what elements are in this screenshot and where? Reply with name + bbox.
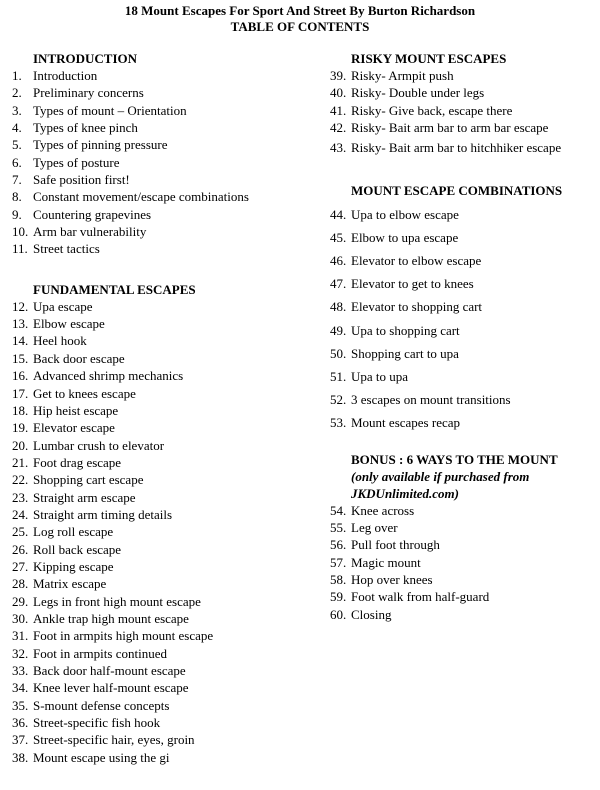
toc-item bbox=[330, 388, 595, 411]
toc-item bbox=[330, 411, 595, 434]
toc-item-number: 56. bbox=[330, 537, 347, 553]
toc-item bbox=[330, 519, 595, 536]
section-heading-risky: RISKY MOUNT ESCAPES bbox=[351, 51, 507, 66]
toc-item-number: 9. bbox=[12, 206, 22, 222]
toc-item-label: Straight arm timing details bbox=[33, 506, 173, 522]
toc-item-label: Foot drag escape bbox=[33, 454, 122, 470]
toc-item-label: Elbow to upa escape bbox=[351, 229, 459, 245]
toc-item bbox=[12, 575, 312, 592]
toc-item-number: 49. bbox=[330, 322, 347, 338]
toc-item bbox=[12, 506, 312, 523]
toc-item-number: 40. bbox=[330, 85, 347, 101]
toc-item bbox=[12, 731, 312, 748]
toc-item-number: 57. bbox=[330, 554, 347, 570]
toc-item-label: Upa to shopping cart bbox=[351, 322, 460, 338]
toc-item-label: Get to knees escape bbox=[33, 385, 136, 401]
toc-item bbox=[12, 645, 312, 662]
toc-item-label: Foot walk from half-guard bbox=[351, 589, 490, 605]
section-heading-bonus: BONUS : 6 WAYS TO THE MOUNT bbox=[351, 451, 558, 467]
document-title: 18 Mount Escapes For Sport And Street By Burton Richardson bbox=[124, 3, 476, 18]
bonus-list bbox=[330, 502, 595, 623]
toc-item-label: Mount escapes recap bbox=[351, 415, 461, 431]
toc-item-number: 5. bbox=[12, 137, 22, 153]
toc-item-label: S-mount defense concepts bbox=[33, 697, 170, 713]
toc-item-number: 38. bbox=[12, 749, 29, 765]
toc-item-number: 26. bbox=[12, 541, 29, 557]
toc-item-number: 27. bbox=[12, 558, 29, 574]
toc-item bbox=[330, 249, 595, 272]
toc-item-label: Risky- Bait arm bar to arm bar escape bbox=[351, 120, 549, 136]
toc-item bbox=[330, 272, 595, 295]
toc-item-number: 7. bbox=[12, 172, 22, 188]
toc-item-number: 22. bbox=[12, 472, 29, 488]
toc-item-label: Lumbar crush to elevator bbox=[33, 437, 165, 453]
introduction-list bbox=[12, 67, 312, 258]
toc-item bbox=[12, 679, 312, 696]
toc-item-number: 41. bbox=[330, 102, 347, 118]
toc-item bbox=[12, 558, 312, 575]
toc-item-number: 20. bbox=[12, 437, 29, 453]
toc-item-label: Types of knee pinch bbox=[33, 120, 138, 136]
toc-item-number: 60. bbox=[330, 606, 347, 622]
document-header bbox=[0, 3, 600, 35]
toc-item-label: Risky- Armpit push bbox=[351, 68, 454, 83]
toc-item-label: Elevator escape bbox=[33, 420, 115, 436]
toc-item-number: 34. bbox=[12, 680, 29, 696]
toc-item bbox=[12, 697, 312, 714]
toc-item-label: Foot in armpits high mount escape bbox=[33, 628, 214, 644]
toc-item-label: Leg over bbox=[351, 519, 398, 535]
toc-item-label: Mount escape using the gi bbox=[33, 749, 170, 765]
toc-item-label: Types of posture bbox=[33, 154, 120, 170]
toc-item-label: Roll back escape bbox=[33, 541, 122, 557]
bonus-note-line1: (only available if purchased from bbox=[351, 468, 530, 484]
toc-item bbox=[330, 84, 595, 101]
toc-item bbox=[12, 471, 312, 488]
toc-item bbox=[12, 593, 312, 610]
toc-item-label: Types of pinning pressure bbox=[33, 137, 168, 153]
toc-item bbox=[12, 419, 312, 436]
toc-item-number: 59. bbox=[330, 589, 347, 605]
toc-item-number: 58. bbox=[330, 571, 347, 587]
toc-item bbox=[12, 298, 312, 315]
toc-item bbox=[330, 571, 595, 588]
toc-item-number: 31. bbox=[12, 628, 29, 644]
toc-item bbox=[12, 523, 312, 540]
toc-item-number: 24. bbox=[12, 506, 29, 522]
toc-item bbox=[12, 367, 312, 384]
toc-item-number: 1. bbox=[12, 68, 22, 83]
toc-item bbox=[12, 610, 312, 627]
toc-item bbox=[12, 489, 312, 506]
toc-item-number: 45. bbox=[330, 229, 347, 245]
toc-item-label: Street-specific fish hook bbox=[33, 715, 161, 731]
toc-item-number: 30. bbox=[12, 610, 29, 626]
toc-item-label: Pull foot through bbox=[351, 537, 440, 553]
toc-item-number: 23. bbox=[12, 489, 29, 505]
toc-item-label: Back door escape bbox=[33, 350, 125, 366]
toc-item-number: 54. bbox=[330, 502, 347, 518]
right-column bbox=[330, 50, 595, 623]
toc-item-number: 17. bbox=[12, 385, 29, 401]
left-column bbox=[12, 50, 312, 766]
toc-item-number: 46. bbox=[330, 252, 347, 268]
toc-item-number: 39. bbox=[330, 68, 347, 83]
toc-item bbox=[330, 295, 595, 318]
toc-item-number: 42. bbox=[330, 120, 347, 136]
toc-item bbox=[12, 437, 312, 454]
toc-item bbox=[12, 188, 312, 205]
toc-item-label: Back door half-mount escape bbox=[33, 663, 186, 678]
toc-item-label: Safe position first! bbox=[33, 172, 130, 188]
toc-item-number: 6. bbox=[12, 154, 22, 170]
toc-item bbox=[12, 714, 312, 731]
toc-item-label: Upa to elbow escape bbox=[351, 206, 459, 222]
section-heading-introduction: INTRODUCTION bbox=[33, 51, 138, 66]
toc-item-label: Risky- Double under legs bbox=[351, 85, 485, 101]
toc-item-label: Upa escape bbox=[33, 298, 93, 314]
toc-title: TABLE OF CONTENTS bbox=[230, 19, 370, 34]
toc-item-label: Elevator to elbow escape bbox=[351, 252, 482, 268]
toc-item-number: 36. bbox=[12, 715, 29, 731]
toc-item bbox=[330, 606, 595, 623]
toc-item bbox=[330, 67, 595, 84]
toc-item-label: Preliminary concerns bbox=[33, 85, 144, 101]
toc-item-number: 25. bbox=[12, 524, 29, 540]
toc-item-number: 55. bbox=[330, 519, 347, 535]
toc-item-label: Knee across bbox=[351, 502, 415, 518]
toc-item bbox=[330, 342, 595, 365]
toc-item-label: Magic mount bbox=[351, 554, 421, 570]
toc-item-label: Foot in armpits continued bbox=[33, 645, 167, 661]
toc-item bbox=[12, 119, 312, 136]
toc-item-number: 2. bbox=[12, 85, 22, 101]
toc-item bbox=[12, 332, 312, 349]
toc-item bbox=[12, 206, 312, 223]
toc-item-number: 3. bbox=[12, 102, 22, 118]
toc-item-number: 32. bbox=[12, 645, 29, 661]
toc-item-label: Kipping escape bbox=[33, 558, 114, 574]
toc-item-label: Knee lever half-mount escape bbox=[33, 680, 189, 696]
toc-item bbox=[12, 102, 312, 119]
toc-item-label: Straight arm escape bbox=[33, 489, 136, 505]
toc-item-label: Heel hook bbox=[33, 333, 87, 349]
toc-item bbox=[12, 402, 312, 419]
toc-item-number: 28. bbox=[12, 576, 29, 592]
toc-item-number: 35. bbox=[12, 697, 29, 713]
toc-item bbox=[330, 502, 595, 519]
bonus-note-line2: JKDUnlimited.com) bbox=[351, 485, 459, 501]
toc-item bbox=[12, 749, 312, 766]
toc-item bbox=[12, 454, 312, 471]
toc-item bbox=[12, 84, 312, 101]
toc-item bbox=[12, 240, 312, 257]
toc-item-label: Hop over knees bbox=[351, 571, 433, 587]
toc-item-number: 14. bbox=[12, 333, 29, 349]
toc-item-number: 16. bbox=[12, 368, 29, 384]
toc-item-number: 8. bbox=[12, 189, 22, 205]
toc-item-label: Advanced shrimp mechanics bbox=[33, 368, 184, 384]
toc-item-label: Countering grapevines bbox=[33, 206, 152, 222]
risky-list bbox=[330, 67, 595, 160]
toc-item-number: 52. bbox=[330, 392, 347, 408]
toc-item bbox=[330, 136, 595, 159]
toc-item-number: 50. bbox=[330, 345, 347, 361]
toc-item bbox=[330, 203, 595, 226]
toc-item-label: Elevator to shopping cart bbox=[351, 299, 483, 315]
toc-item bbox=[12, 541, 312, 558]
toc-item-number: 29. bbox=[12, 593, 29, 609]
toc-item-label: Risky- Give back, escape there bbox=[351, 102, 513, 118]
toc-item bbox=[12, 223, 312, 240]
toc-item bbox=[12, 136, 312, 153]
toc-item-label: Log roll escape bbox=[33, 524, 114, 540]
combinations-list bbox=[330, 203, 595, 435]
toc-item bbox=[12, 171, 312, 188]
toc-item-number: 43. bbox=[330, 140, 347, 156]
toc-item bbox=[12, 350, 312, 367]
toc-item bbox=[330, 319, 595, 342]
toc-item-label: Closing bbox=[351, 606, 392, 622]
toc-item-number: 12. bbox=[12, 298, 29, 314]
toc-item-number: 19. bbox=[12, 420, 29, 436]
toc-item-label: Upa to upa bbox=[351, 369, 409, 384]
fundamental-list bbox=[12, 298, 312, 766]
section-heading-combinations: MOUNT ESCAPE COMBINATIONS bbox=[351, 182, 563, 198]
toc-item-number: 13. bbox=[12, 316, 29, 332]
toc-item-number: 53. bbox=[330, 415, 347, 431]
toc-item-label: Street tactics bbox=[33, 241, 100, 257]
toc-item-number: 4. bbox=[12, 120, 22, 136]
toc-item bbox=[330, 226, 595, 249]
toc-item-label: Elevator to get to knees bbox=[351, 276, 474, 292]
toc-item-number: 10. bbox=[12, 224, 29, 240]
toc-item-label: Matrix escape bbox=[33, 576, 107, 592]
toc-item-label: 3 escapes on mount transitions bbox=[351, 392, 511, 408]
toc-item bbox=[330, 536, 595, 553]
toc-item-label: Legs in front high mount escape bbox=[33, 593, 201, 609]
toc-item-label: Types of mount – Orientation bbox=[33, 102, 187, 118]
toc-item-label: Constant movement/escape combinations bbox=[33, 189, 249, 205]
toc-item bbox=[330, 102, 595, 119]
toc-item-label: Shopping cart to upa bbox=[351, 345, 459, 361]
toc-item-label: Ankle trap high mount escape bbox=[33, 610, 189, 626]
toc-item-number: 11. bbox=[12, 241, 28, 257]
toc-item-number: 51. bbox=[330, 369, 347, 384]
toc-item-number: 15. bbox=[12, 350, 29, 366]
toc-item bbox=[330, 119, 595, 136]
toc-item bbox=[330, 365, 595, 388]
toc-item-number: 18. bbox=[12, 402, 29, 418]
toc-item-number: 48. bbox=[330, 299, 347, 315]
toc-item-number: 44. bbox=[330, 206, 347, 222]
toc-item-label: Shopping cart escape bbox=[33, 472, 144, 488]
toc-item bbox=[12, 315, 312, 332]
toc-item bbox=[330, 554, 595, 571]
toc-item-number: 47. bbox=[330, 276, 347, 292]
toc-item-label: Arm bar vulnerability bbox=[33, 224, 147, 240]
toc-item bbox=[330, 588, 595, 605]
toc-item bbox=[12, 154, 312, 171]
toc-item-label: Hip heist escape bbox=[33, 402, 119, 418]
toc-item-label: Risky- Bait arm bar to hitchhiker escape bbox=[351, 140, 562, 156]
toc-item bbox=[12, 67, 312, 84]
toc-item-label: Introduction bbox=[33, 68, 98, 83]
toc-item-label: Elbow escape bbox=[33, 316, 105, 332]
toc-item bbox=[12, 385, 312, 402]
toc-item-number: 33. bbox=[12, 663, 29, 678]
toc-item-label: Street-specific hair, eyes, groin bbox=[33, 732, 195, 748]
toc-item-number: 37. bbox=[12, 732, 29, 748]
toc-item bbox=[12, 662, 312, 679]
toc-item bbox=[12, 627, 312, 644]
toc-item-number: 21. bbox=[12, 454, 29, 470]
section-heading-fundamental: FUNDAMENTAL ESCAPES bbox=[33, 281, 196, 297]
